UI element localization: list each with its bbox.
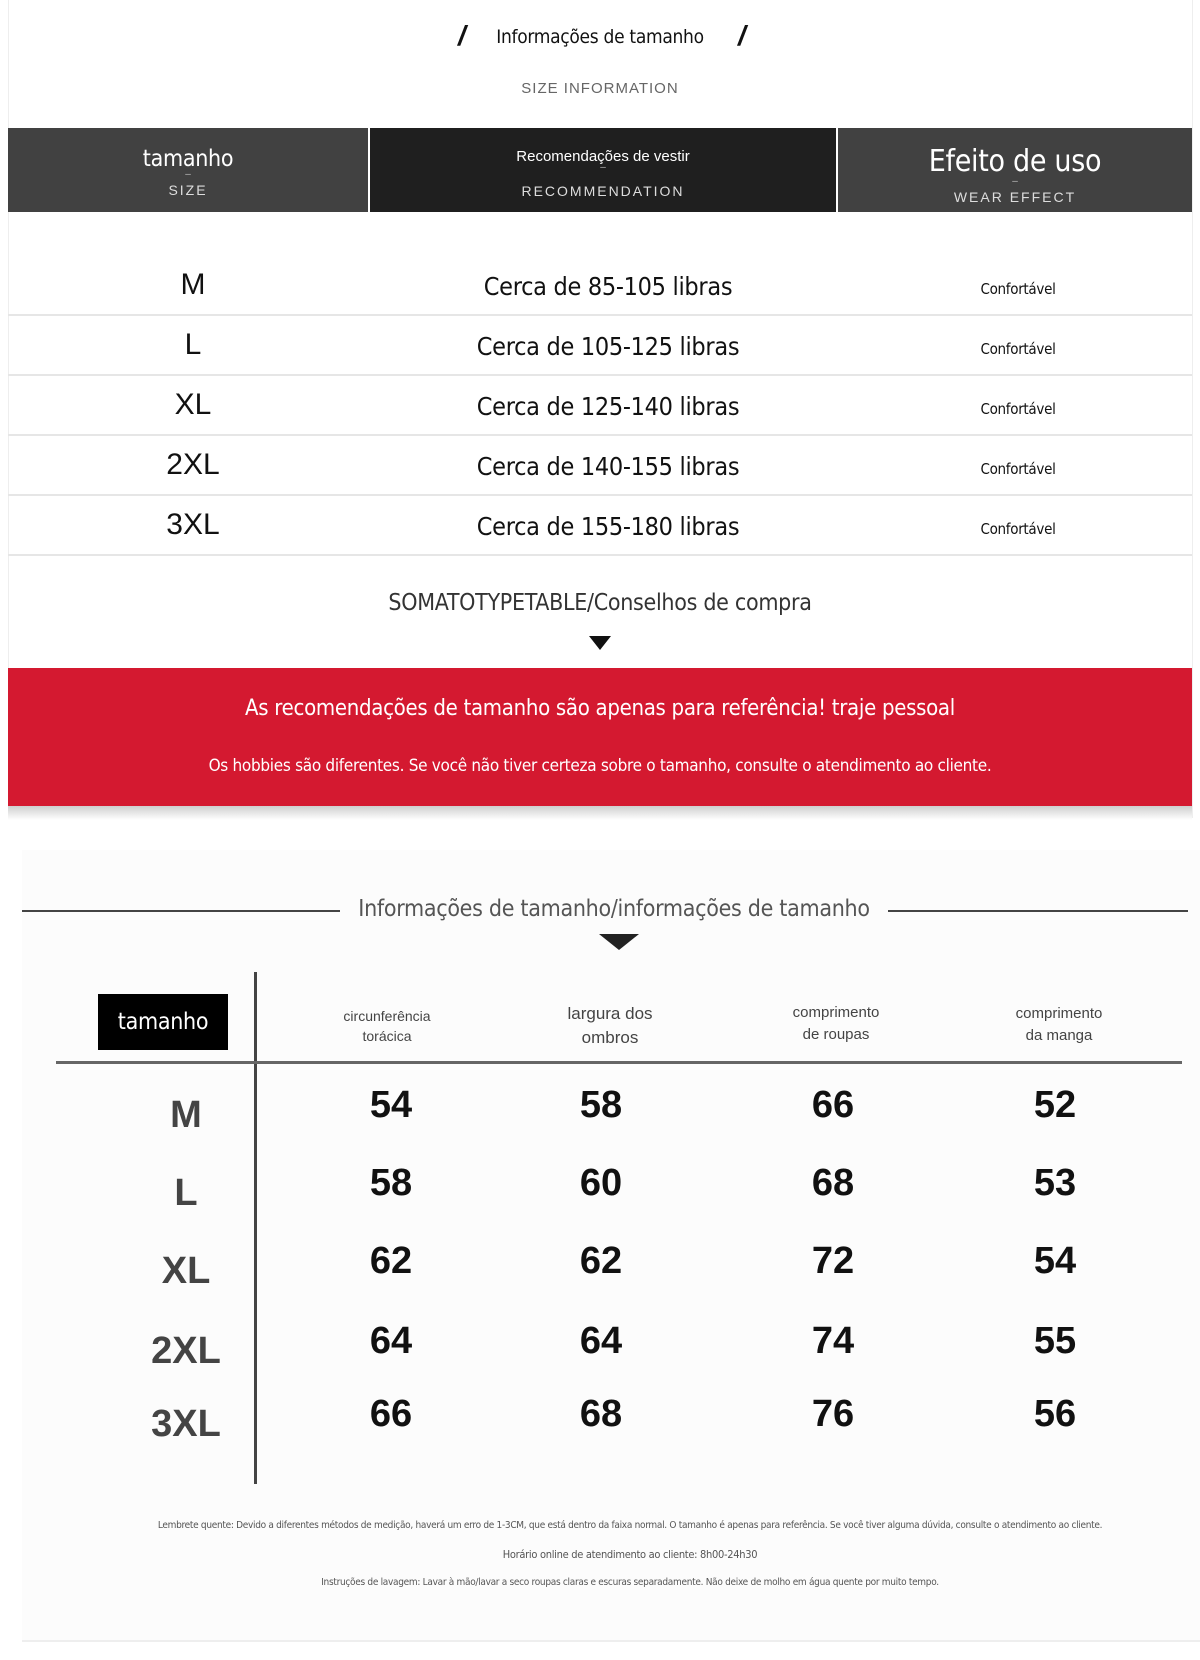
cell-shoulder: 68 — [579, 1393, 623, 1435]
header-wear-effect-sub: WEAR EFFECT — [953, 189, 1077, 205]
row-size: L — [184, 328, 202, 361]
column-header-line: comprimento — [792, 1004, 880, 1021]
banner-shadow — [8, 806, 1192, 820]
header-recommendation-sub: RECOMMENDATION — [521, 183, 685, 199]
header-recommendation-dash: – — [600, 162, 606, 173]
row-recommendation: Cerca de 140-155 libras — [476, 452, 740, 481]
cell-chest: 62 — [369, 1240, 413, 1282]
row-effect: Confortável — [980, 400, 1056, 418]
row-size: M — [180, 268, 206, 301]
row-size: L — [174, 1172, 198, 1214]
cell-length: 68 — [811, 1162, 855, 1204]
cell-shoulder: 62 — [579, 1240, 623, 1282]
row-size: XL — [174, 388, 212, 421]
down-arrow-icon — [589, 636, 611, 650]
size-notice-banner — [8, 668, 1192, 806]
cell-length: 76 — [811, 1393, 855, 1435]
table-row — [56, 1320, 1186, 1390]
row-recommendation: Cerca de 85-105 libras — [483, 272, 733, 301]
row-recommendation: Cerca de 105-125 libras — [476, 332, 740, 361]
column-header-line: torácica — [362, 1028, 412, 1044]
header-wear-effect — [838, 128, 1192, 212]
cell-chest: 54 — [369, 1084, 413, 1126]
row-size: 2XL — [151, 1330, 221, 1372]
column-header-chest — [302, 1006, 472, 1046]
cell-sleeve: 54 — [1033, 1240, 1077, 1282]
title-rule-left — [22, 910, 340, 912]
cell-chest: 58 — [369, 1162, 413, 1204]
column-header-line: circunferência — [343, 1008, 431, 1024]
cell-chest: 64 — [369, 1320, 413, 1362]
cell-sleeve: 55 — [1033, 1320, 1077, 1362]
table-row — [8, 494, 1192, 556]
row-recommendation: Cerca de 125-140 libras — [476, 392, 740, 421]
table-row — [56, 1240, 1186, 1310]
cell-length: 66 — [811, 1084, 855, 1126]
row-effect: Confortável — [980, 340, 1056, 358]
section-title: Informações de tamanho — [496, 26, 704, 48]
table-horizontal-rule — [56, 1061, 1182, 1064]
header-wear-effect-dash: – — [1012, 176, 1018, 187]
service-hours: Horário online de atendimento ao cliente: 8h00-24h30 — [502, 1548, 758, 1561]
header-size-label: tamanho — [142, 146, 234, 172]
header-size-sub: SIZE — [168, 182, 208, 198]
cell-sleeve: 52 — [1033, 1084, 1077, 1126]
measurements-title: Informações de tamanho/informações de tamanho — [358, 896, 870, 922]
row-size: XL — [161, 1250, 211, 1292]
row-size: M — [170, 1094, 202, 1136]
title-rule-right — [888, 910, 1188, 912]
cell-sleeve: 56 — [1033, 1393, 1077, 1435]
cell-chest: 66 — [369, 1393, 413, 1435]
table-row — [8, 314, 1192, 376]
row-size: 2XL — [166, 448, 220, 481]
column-header-line: de roupas — [802, 1026, 870, 1043]
column-header-line: ombros — [581, 1028, 639, 1047]
cell-sleeve: 53 — [1033, 1162, 1077, 1204]
notice-line-1: As recomendações de tamanho são apenas para referência! traje pessoal — [245, 696, 955, 721]
column-header-line: comprimento — [1015, 1005, 1103, 1022]
row-recommendation: Cerca de 155-180 libras — [476, 512, 740, 541]
cell-length: 74 — [811, 1320, 855, 1362]
washing-instructions: Instruções de lavagem: Lavar à mão/lavar a seco roupas claras e escuras separadamente. Não deixe de molho em água quente por muito tempo. — [321, 1577, 939, 1588]
purchase-advice-heading: SOMATOTYPETABLE/Conselhos de compra — [388, 590, 812, 616]
row-effect: Confortável — [980, 460, 1056, 478]
row-size: 3XL — [166, 508, 220, 541]
header-recommendation — [370, 128, 836, 212]
header-size — [8, 128, 368, 212]
cell-shoulder: 58 — [579, 1084, 623, 1126]
column-header-shoulder — [525, 1002, 695, 1050]
notice-line-2: Os hobbies são diferentes. Se você não tiver certeza sobre o tamanho, consulte o atendimento ao cliente. — [208, 756, 992, 776]
table-row — [8, 434, 1192, 496]
down-arrow-icon — [599, 934, 639, 950]
table-row — [56, 1162, 1186, 1232]
section-subtitle: SIZE INFORMATION — [521, 80, 679, 97]
header-size-dash: – — [185, 169, 191, 180]
title-slash-right: / — [738, 20, 746, 51]
header-recommendation-label: Recomendações de vestir — [516, 148, 690, 165]
column-header-line: largura dos — [567, 1004, 653, 1023]
column-header-sleeve — [974, 1003, 1144, 1047]
column-header-length — [751, 1002, 921, 1046]
row-effect: Confortável — [980, 520, 1056, 538]
column-header-line: da manga — [1025, 1027, 1093, 1044]
table-row — [56, 1393, 1186, 1463]
table-row — [8, 254, 1192, 316]
size-column-badge: tamanho — [98, 994, 228, 1050]
row-size: 3XL — [151, 1403, 221, 1445]
measurement-reminder: Lembrete quente: Devido a diferentes métodos de medição, haverá um erro de 1-3CM, que está dentro da faixa normal. O tamanho é apenas para referência. Se você tiver alguma dúvida, consulte o atendimento ao cliente. — [157, 1520, 1103, 1531]
cell-shoulder: 60 — [579, 1162, 623, 1204]
title-slash-left: / — [458, 20, 466, 51]
table-row — [8, 374, 1192, 436]
cell-length: 72 — [811, 1240, 855, 1282]
row-effect: Confortável — [980, 280, 1056, 298]
cell-shoulder: 64 — [579, 1320, 623, 1362]
header-wear-effect-label: Efeito de uso — [928, 144, 1102, 179]
table-row — [56, 1084, 1186, 1154]
